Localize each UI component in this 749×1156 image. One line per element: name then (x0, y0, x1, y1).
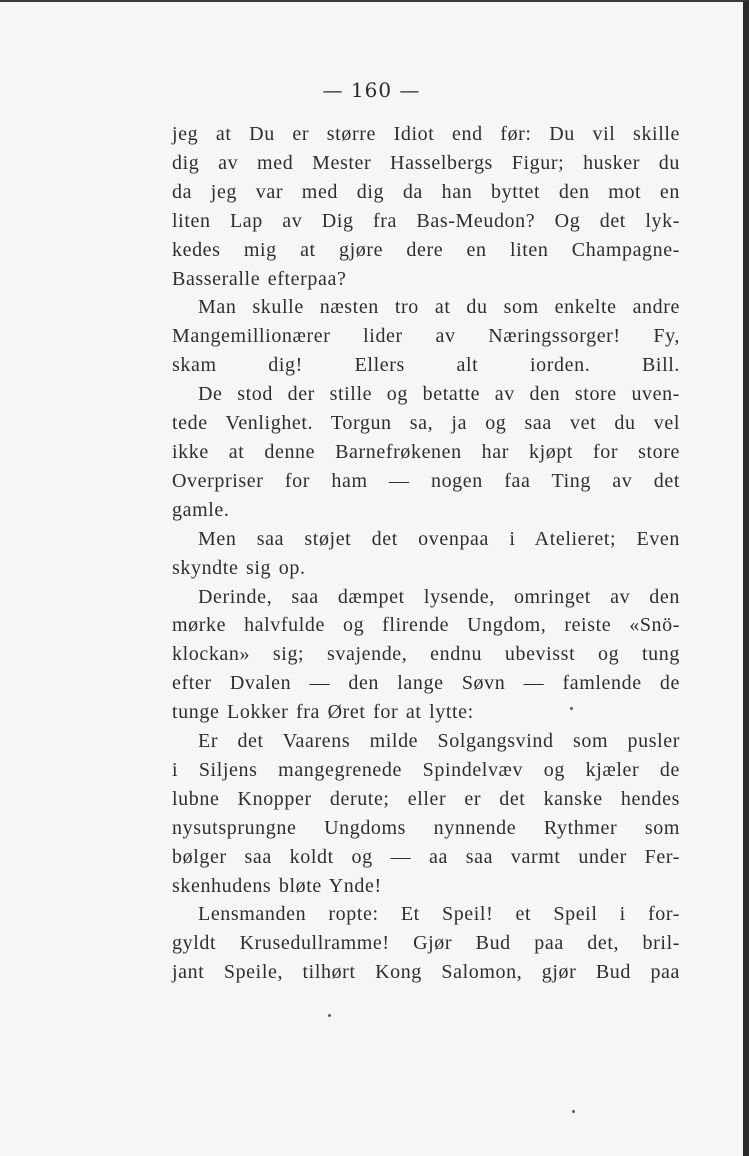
text-line: Basseralle efterpaa? (172, 267, 347, 290)
text-line: klockan» sig; svajende, endnu ubevisst og tung (172, 643, 680, 666)
text-line: De stod der stille og betatte av den store uven- (198, 383, 680, 406)
text-line: ikke at denne Barnefrøkenen har kjøpt for store (172, 440, 680, 463)
text-line: skenhudens bløte Ynde! (172, 874, 382, 897)
text-line: Men saa støjet det ovenpaa i Atelieret; Even (198, 527, 680, 550)
text-line: Lensmanden ropte: Et Speil! et Speil i for- (198, 903, 680, 926)
text-line: jant Speile, tilhørt Kong Salomon, gjør Bud paa (172, 961, 680, 984)
body-text (172, 120, 680, 987)
text-line: tede Venlighet. Torgun sa, ja og saa vet du vel (172, 412, 680, 435)
paper-speck (572, 1110, 575, 1113)
text-line: skyndte sig op. (172, 556, 306, 579)
text-line: i Siljens mangegrenede Spindelvæv og kjæler de (172, 758, 680, 781)
paper-speck (328, 1014, 331, 1017)
text-line: efter Dvalen — den lange Søvn — famlende de (172, 672, 680, 695)
text-line: gyldt Krusedullramme! Gjør Bud paa det, bril- (172, 932, 680, 955)
text-line: liten Lap av Dig fra Bas-Meudon? Og det lyk- (172, 209, 680, 232)
text-line: gamle. (172, 498, 230, 521)
text-line: Mangemillionærer lider av Næringssorger! Fy, (172, 325, 680, 348)
text-line: Derinde, saa dæmpet lysende, omringet av den (198, 585, 680, 608)
text-line: mørke halvfulde og flirende Ungdom, reiste «Snö- (172, 614, 680, 637)
text-line: jeg at Du er større Idiot end før: Du vil skille (172, 123, 680, 145)
text-line: lubne Knopper derute; eller er det kanske hendes (172, 787, 680, 810)
text-line: tunge Lokker fra Øret for at lytte: (172, 701, 474, 724)
text-line: bølger saa koldt og — aa saa varmt under Fer- (172, 845, 680, 868)
text-line: Overpriser for ham — nogen faa Ting av det (172, 469, 680, 492)
text-line: kedes mig at gjøre dere en liten Champagne- (172, 238, 680, 261)
text-line: dig av med Mester Hasselbergs Figur; husker du (172, 151, 680, 174)
paper-speck (570, 707, 573, 710)
text-line: Er det Vaarens milde Solgangsvind som pusler (198, 730, 680, 753)
text-line: Man skulle næsten tro at du som enkelte andre (198, 296, 680, 319)
text-line: skam dig! Ellers alt iorden. Bill. (172, 354, 680, 377)
page-number: — 160 — (322, 78, 421, 102)
text-line: da jeg var med dig da han byttet den mot en (172, 180, 680, 203)
text-line: nysutsprungne Ungdoms nynnende Rythmer som (172, 816, 680, 839)
